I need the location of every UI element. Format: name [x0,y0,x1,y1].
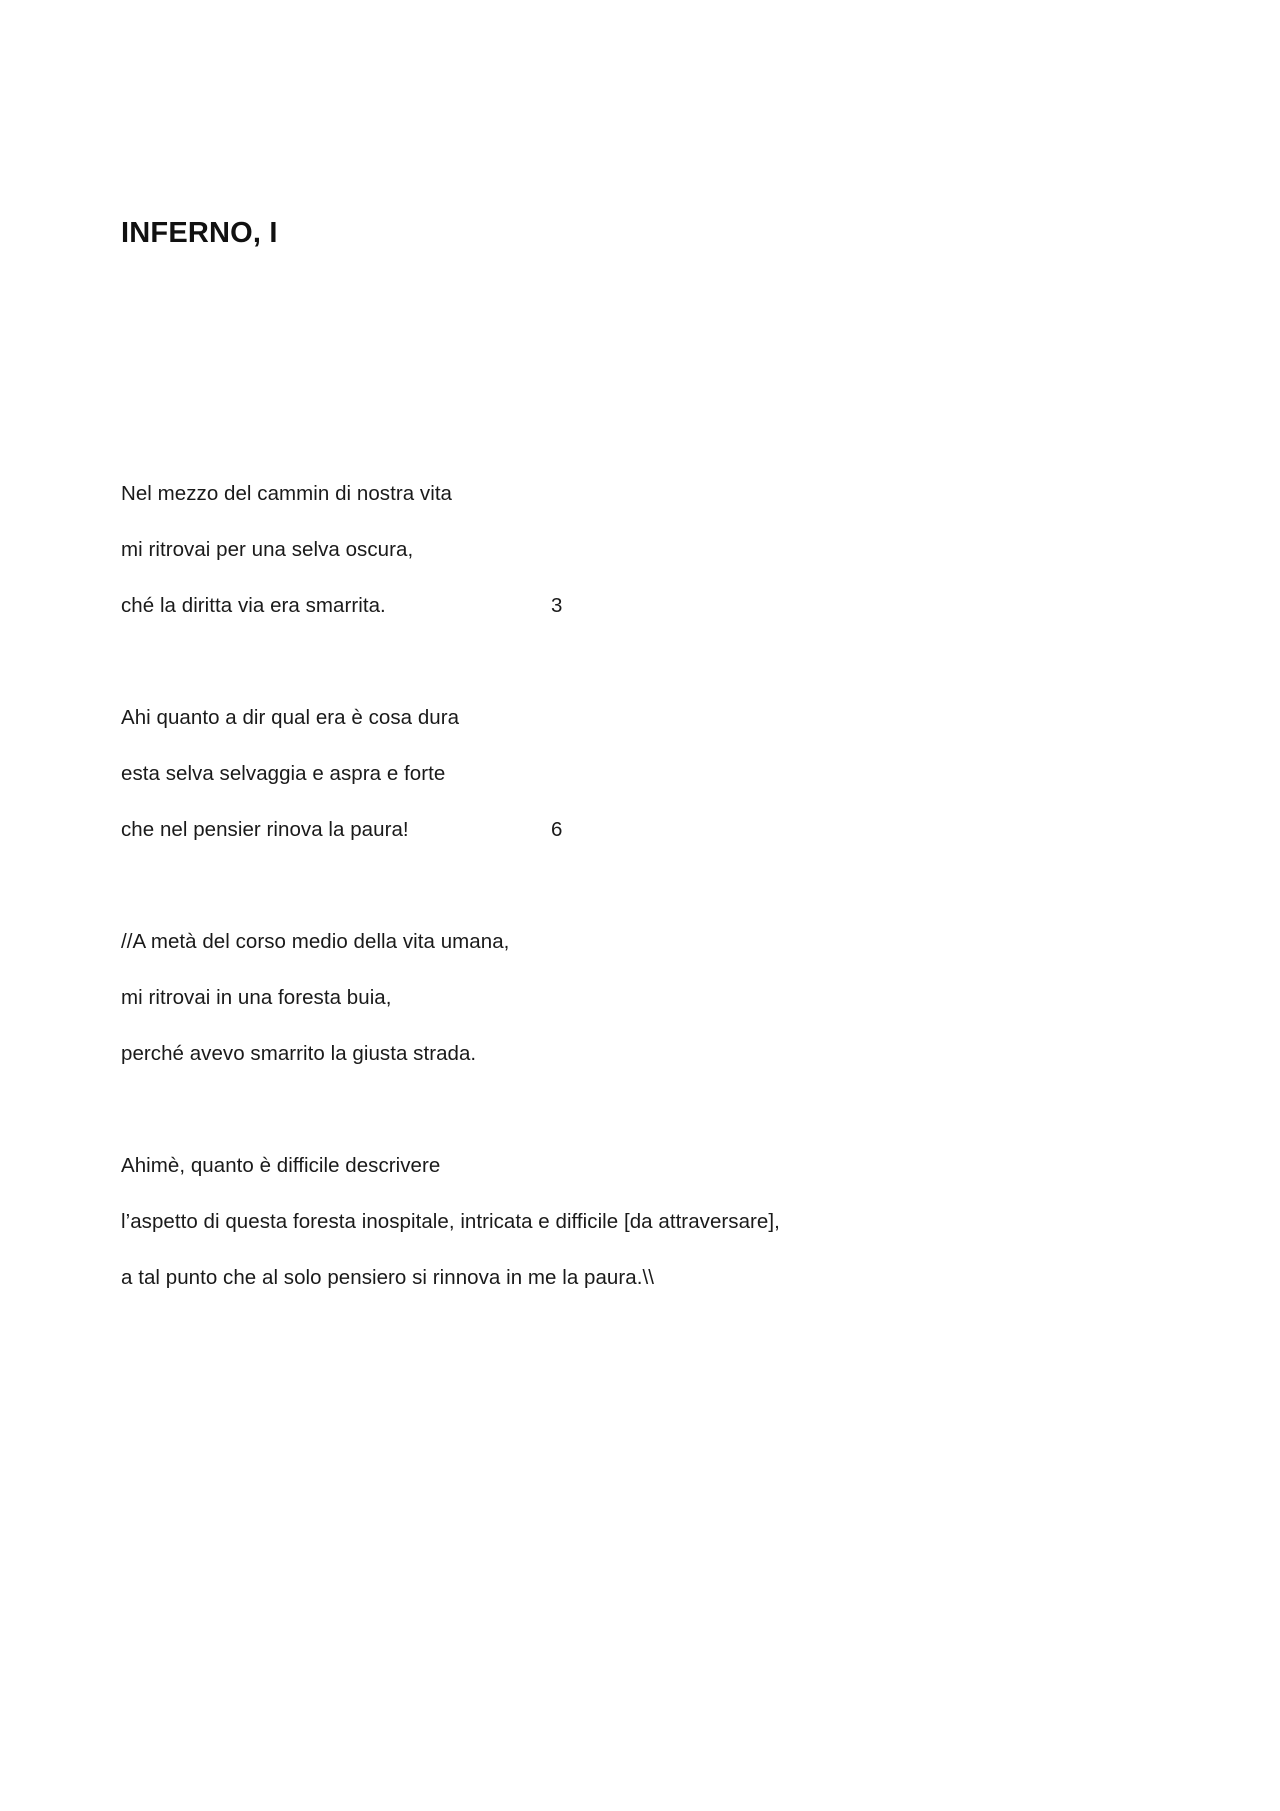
verse-line [121,1194,1121,1250]
verse-line [121,914,1121,970]
verse-line [121,466,1121,522]
stanza-gloss-2 [121,1138,1121,1306]
verse-number: 3 [551,594,563,618]
verse-text: //A metà del corso medio della vita umana, [121,930,510,954]
verse-line [121,690,1121,746]
verse-text: Ahimè, quanto è difficile descrivere [121,1154,441,1178]
stanza-gloss-1 [121,914,1121,1082]
verse-line [121,522,1121,578]
verse-text: l’aspetto di questa foresta inospitale, intricata e difficile [da attraversare], [121,1210,780,1234]
verse-line [121,1250,1121,1306]
verse-text: Ahi quanto a dir qual era è cosa dura [121,706,460,730]
verse-text: che nel pensier rinova la paura! [121,818,409,842]
verse-line [121,578,1121,634]
verse-line [121,970,1121,1026]
verse-line [121,802,1121,858]
stanza-terzina-1 [121,466,1121,634]
page-title: INFERNO, I [121,217,278,249]
title-spacer [121,251,1121,466]
verse-text: mi ritrovai per una selva oscura, [121,538,414,562]
stanza-terzina-2 [121,690,1121,858]
verse-text: a tal punto che al solo pensiero si rinnova in me la paura.\\ [121,1266,654,1290]
verse-text: ché la diritta via era smarrita. [121,594,386,618]
verse-line [121,746,1121,802]
verse-line [121,1138,1121,1194]
verse-text: mi ritrovai in una foresta buia, [121,986,392,1010]
document-body [121,215,1121,1362]
verse-text: esta selva selvaggia e aspra e forte [121,762,446,786]
verse-text: perché avevo smarrito la giusta strada. [121,1042,477,1066]
verse-line [121,1026,1121,1082]
verse-number: 6 [551,818,563,842]
verse-text: Nel mezzo del cammin di nostra vita [121,482,453,506]
